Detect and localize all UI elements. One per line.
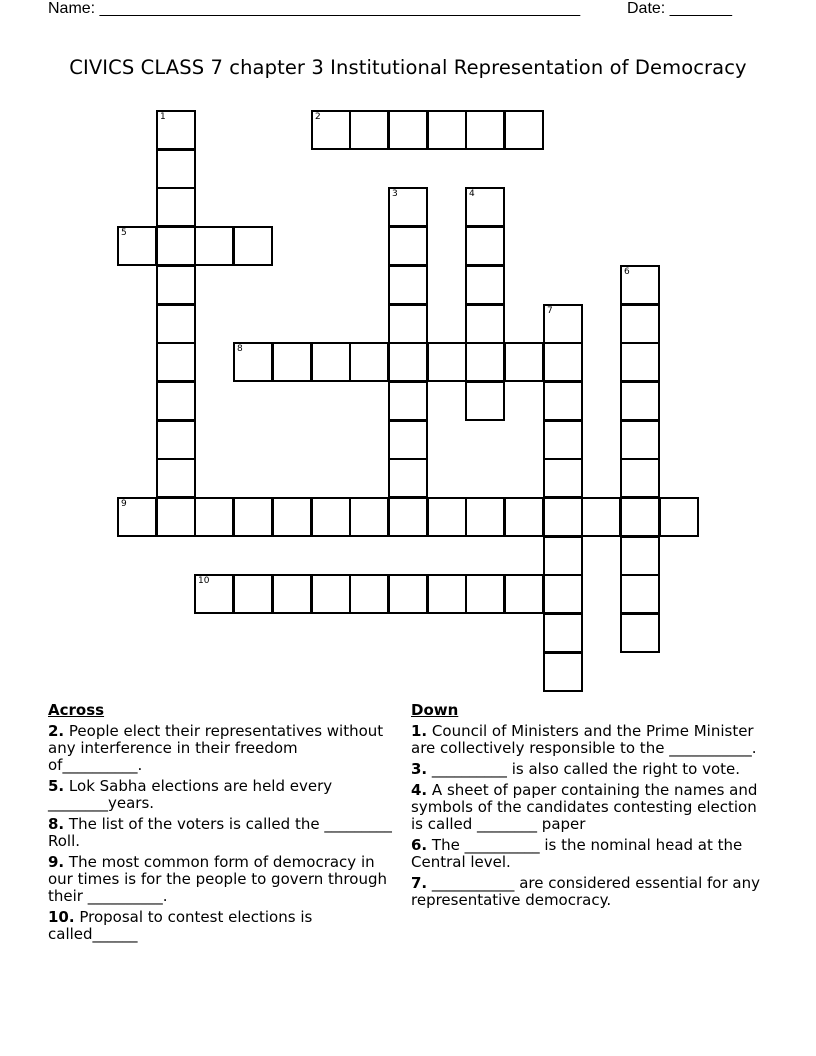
grid-cell[interactable] [156, 226, 196, 266]
clue-text: People elect their representatives without any interference in their freedom of__________. [48, 722, 384, 774]
grid-cell[interactable] [620, 265, 660, 305]
grid-cell[interactable] [388, 110, 428, 150]
clue-text: Proposal to contest elections is called______ [48, 908, 313, 943]
down-clue [411, 782, 766, 833]
clue-number: 10. [48, 908, 75, 926]
grid-cell[interactable] [388, 342, 428, 382]
clue-number-label: 4 [469, 189, 475, 199]
down-clue [411, 761, 766, 778]
grid-cell[interactable] [272, 497, 312, 537]
grid-cell[interactable] [465, 110, 505, 150]
across-clue [48, 723, 393, 774]
down-clue [411, 875, 766, 909]
grid-cell[interactable] [194, 574, 234, 614]
grid-cell[interactable] [465, 497, 505, 537]
clue-number-label: 10 [198, 576, 210, 586]
date-line[interactable]: Date: _______ [627, 0, 732, 17]
grid-cell[interactable] [620, 497, 660, 537]
grid-cell[interactable] [233, 574, 273, 614]
clue-number-label: 6 [624, 267, 630, 277]
clue-text: ___________ are considered essential for any representative democracy. [411, 874, 760, 909]
clue-number-label: 9 [121, 499, 127, 509]
grid-cell[interactable] [620, 342, 660, 382]
grid-cell[interactable] [311, 110, 351, 150]
clue-text: The __________ is the nominal head at the Central level. [411, 836, 743, 871]
clue-number: 2. [48, 722, 65, 740]
grid-cell[interactable] [194, 226, 234, 266]
grid-cell[interactable] [543, 574, 583, 614]
grid-cell[interactable] [620, 536, 660, 576]
grid-cell[interactable] [349, 574, 389, 614]
grid-cell[interactable] [156, 381, 196, 421]
clue-number-label: 2 [315, 112, 321, 122]
across-clue [48, 816, 393, 850]
down-clue [411, 723, 766, 757]
grid-cell[interactable] [620, 574, 660, 614]
grid-cell[interactable] [388, 497, 428, 537]
clue-number: 9. [48, 853, 65, 871]
clue-number-label: 7 [547, 306, 553, 316]
clue-number: 6. [411, 836, 428, 854]
grid-cell[interactable] [388, 420, 428, 460]
grid-cell[interactable] [311, 342, 351, 382]
grid-cell[interactable] [504, 574, 544, 614]
grid-cell[interactable] [388, 187, 428, 227]
clue-text: A sheet of paper containing the names and symbols of the candidates contesting election is called ________ paper [411, 781, 758, 833]
clue-number-label: 8 [237, 344, 243, 354]
grid-cell[interactable] [388, 574, 428, 614]
down-clues [411, 702, 766, 913]
clue-number: 8. [48, 815, 65, 833]
clue-number: 4. [411, 781, 428, 799]
across-clue [48, 909, 393, 943]
grid-cell[interactable] [465, 226, 505, 266]
grid-cell[interactable] [427, 342, 467, 382]
grid-cell[interactable] [543, 342, 583, 382]
clue-number-label: 5 [121, 228, 127, 238]
grid-cell[interactable] [543, 497, 583, 537]
clue-text: The most common form of democracy in our times is for the people to govern through their __________. [48, 853, 387, 905]
grid-cell[interactable] [156, 187, 196, 227]
grid-cell[interactable] [465, 574, 505, 614]
grid-cell[interactable] [504, 110, 544, 150]
grid-cell[interactable] [194, 497, 234, 537]
grid-cell[interactable] [272, 574, 312, 614]
grid-cell[interactable] [388, 265, 428, 305]
down-clue [411, 837, 766, 871]
grid-cell[interactable] [233, 497, 273, 537]
grid-cell[interactable] [620, 420, 660, 460]
grid-cell[interactable] [427, 497, 467, 537]
grid-cell[interactable] [465, 187, 505, 227]
grid-cell[interactable] [156, 342, 196, 382]
grid-cell[interactable] [117, 497, 157, 537]
across-heading: Across [48, 701, 105, 719]
name-line[interactable]: Name: ______________________________________________________ [48, 0, 581, 17]
grid-cell[interactable] [349, 110, 389, 150]
grid-cell[interactable] [659, 497, 699, 537]
grid-cell[interactable] [543, 458, 583, 498]
clue-number-label: 3 [392, 189, 398, 199]
grid-cell[interactable] [620, 613, 660, 653]
grid-cell[interactable] [427, 574, 467, 614]
grid-cell[interactable] [581, 497, 621, 537]
clue-number: 1. [411, 722, 428, 740]
clue-text: Lok Sabha elections are held every ________years. [48, 777, 333, 812]
grid-cell[interactable] [543, 613, 583, 653]
clue-number: 7. [411, 874, 428, 892]
grid-cell[interactable] [156, 265, 196, 305]
across-clue [48, 778, 393, 812]
across-clues [48, 702, 393, 947]
clue-number: 3. [411, 760, 428, 778]
grid-cell[interactable] [543, 536, 583, 576]
grid-cell[interactable] [543, 420, 583, 460]
grid-cell[interactable] [156, 497, 196, 537]
grid-cell[interactable] [388, 381, 428, 421]
across-clue [48, 854, 393, 905]
grid-cell[interactable] [543, 381, 583, 421]
grid-cell[interactable] [156, 110, 196, 150]
grid-cell[interactable] [504, 497, 544, 537]
grid-cell[interactable] [620, 304, 660, 344]
grid-cell[interactable] [465, 381, 505, 421]
grid-cell[interactable] [349, 342, 389, 382]
grid-cell[interactable] [156, 458, 196, 498]
grid-cell[interactable] [388, 458, 428, 498]
grid-cell[interactable] [311, 574, 351, 614]
grid-cell[interactable] [465, 304, 505, 344]
grid-cell[interactable] [311, 497, 351, 537]
grid-cell[interactable] [388, 304, 428, 344]
grid-cell[interactable] [543, 304, 583, 344]
clue-text: The list of the voters is called the _________ Roll. [48, 815, 392, 850]
down-heading: Down [411, 701, 459, 719]
grid-cell[interactable] [117, 226, 157, 266]
grid-cell[interactable] [349, 497, 389, 537]
grid-cell[interactable] [543, 652, 583, 692]
grid-cell[interactable] [156, 420, 196, 460]
grid-cell[interactable] [620, 381, 660, 421]
grid-cell[interactable] [272, 342, 312, 382]
grid-cell[interactable] [233, 226, 273, 266]
grid-cell[interactable] [504, 342, 544, 382]
grid-cell[interactable] [388, 226, 428, 266]
grid-cell[interactable] [156, 304, 196, 344]
grid-cell[interactable] [233, 342, 273, 382]
clue-number-label: 1 [160, 112, 166, 122]
clue-text: Council of Ministers and the Prime Minister are collectively responsible to the ___________. [411, 722, 757, 757]
grid-cell[interactable] [427, 110, 467, 150]
grid-cell[interactable] [465, 265, 505, 305]
grid-cell[interactable] [620, 458, 660, 498]
grid-cell[interactable] [465, 342, 505, 382]
page-title: CIVICS CLASS 7 chapter 3 Institutional Representation of Democracy [69, 56, 747, 79]
clue-text: __________ is also called the right to vote. [431, 760, 741, 778]
grid-cell[interactable] [156, 149, 196, 189]
clue-number: 5. [48, 777, 65, 795]
